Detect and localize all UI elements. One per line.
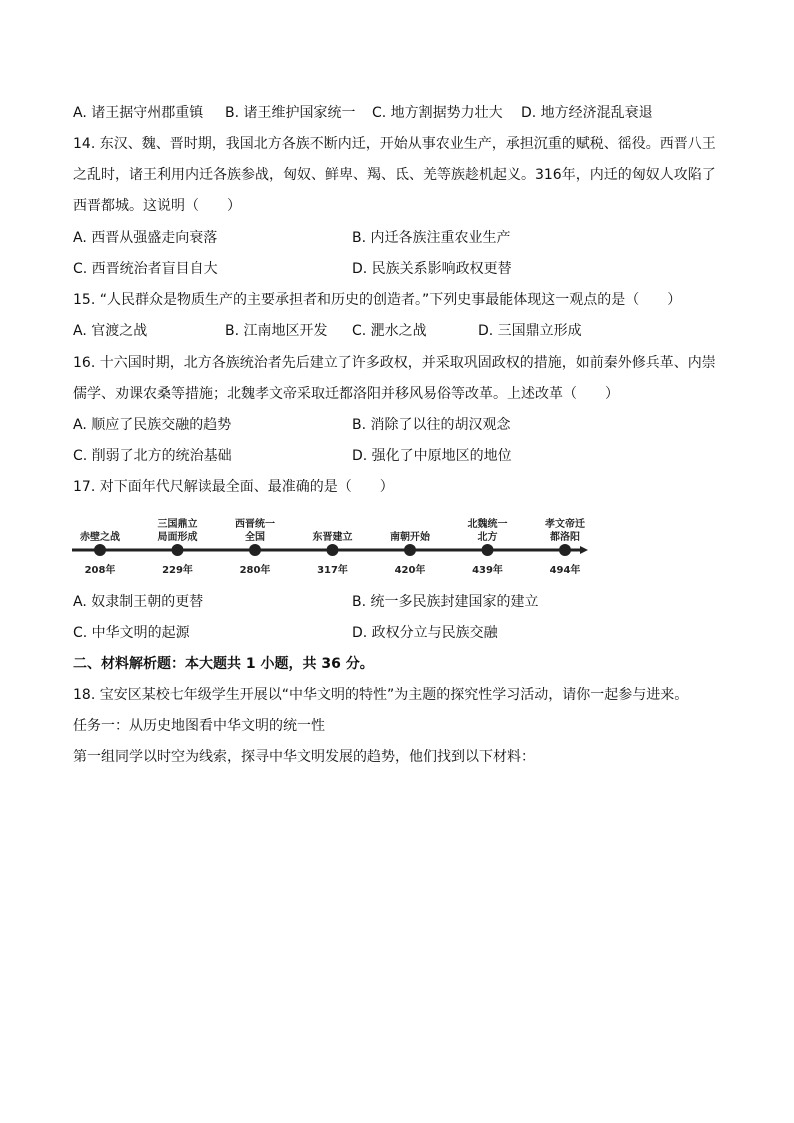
timeline-arrow: [580, 546, 588, 554]
q17-timeline: [60, 505, 600, 577]
q17-option-b: B. 统一多民族封建国家的建立: [352, 594, 539, 610]
timeline-event-dot: [404, 544, 416, 556]
q17-text: 17. 对下面年代尺解读最全面、最准确的是（ ）: [73, 479, 394, 495]
q18-task-1: 任务一：从历史地图看中华文明的统一性: [73, 718, 325, 734]
q15-option-a: A. 官渡之战: [73, 323, 148, 339]
q15-text: 15. “人民群众是物质生产的主要承担者和历史的创造者。”下列史事最能体现这一观点的是（ ）: [73, 292, 682, 308]
q16-option-b: B. 消除了以往的胡汉观念: [352, 417, 511, 433]
q16-text-line-2: 儒学、劝课农桑等措施；北魏孝文帝采取迁都洛阳并移风易俗等改革。上述改革（ ）: [73, 386, 619, 402]
q14-text-line-3: 西晋都城。这说明（ ）: [73, 198, 241, 214]
timeline-event-year: 317年: [317, 565, 348, 576]
timeline-event-label: 南朝开始: [390, 532, 430, 543]
q16-option-c: C. 削弱了北方的统治基础: [73, 448, 232, 464]
timeline-event-label: 北魏统一: [467, 519, 508, 530]
timeline-event-label: 北方: [477, 532, 498, 543]
q14-text-line-1: 14. 东汉、魏、晋时期，我国北方各族不断内迁，开始从事农业生产，承担沉重的赋税、徭役。西晋八王: [73, 136, 716, 152]
timeline-event-year: 494年: [549, 565, 581, 576]
q13-option-b: B. 诸王维护国家统一: [225, 105, 356, 121]
timeline-event-year: 229年: [162, 565, 193, 576]
timeline-event: [80, 530, 120, 576]
timeline-event-dot: [172, 544, 184, 556]
timeline-event-year: 208年: [84, 565, 116, 576]
timeline-event-dot: [559, 544, 571, 556]
q17-option-a: A. 奴隶制王朝的更替: [73, 594, 204, 610]
q16-text-line-1: 16. 十六国时期，北方各族统治者先后建立了许多政权，并采取巩固政权的措施，如前秦外修兵革、内崇: [73, 355, 716, 371]
timeline-event-year: 280年: [239, 565, 271, 576]
timeline-event-year: 420年: [394, 565, 426, 576]
q14-text-line-2: 之乱时，诸王利用内迁各族参战，匈奴、鲜卑、羯、氐、羌等族趁机起义。316年，内迁的匈奴人攻陷了: [73, 167, 716, 183]
q14-option-d: D. 民族关系影响政权更替: [352, 261, 512, 277]
timeline-event: [158, 517, 198, 576]
timeline-event-label: 赤壁之战: [80, 532, 120, 543]
q18-text: 18. 宝安区某校七年级学生开展以“中华文明的特性”为主题的探究性学习活动，请你一起参与进来。: [73, 687, 689, 703]
q14-option-b: B. 内迁各族注重农业生产: [352, 230, 511, 246]
timeline-event-year: 439年: [472, 565, 503, 576]
timeline-event: [544, 517, 585, 576]
timeline-event-label: 西晋统一: [235, 519, 275, 530]
timeline-event-label: 孝文帝迁: [545, 519, 585, 530]
timeline-event: [468, 517, 508, 576]
q16-option-a: A. 顺应了民族交融的趋势: [73, 417, 232, 433]
q15-option-b: B. 江南地区开发: [225, 323, 328, 339]
q18-group-1: 第一组同学以时空为线索，探寻中华文明发展的趋势，他们找到以下材料：: [73, 749, 535, 765]
timeline-event: [390, 530, 431, 576]
timeline-event-label: 三国鼎立: [157, 519, 198, 530]
timeline-event-dot: [327, 544, 339, 556]
q13-option-d: D. 地方经济混乱衰退: [521, 105, 653, 121]
q15-option-c: C. 淝水之战: [352, 323, 427, 339]
q15-option-d: D. 三国鼎立形成: [478, 323, 582, 339]
q14-option-c: C. 西晋统治者盲目自大: [73, 261, 218, 277]
timeline-event: [235, 517, 275, 576]
q16-option-d: D. 强化了中原地区的地位: [352, 448, 512, 464]
q14-option-a: A. 西晋从强盛走向衰落: [73, 230, 218, 246]
timeline-event-dot: [482, 544, 494, 556]
timeline-event-dot: [94, 544, 106, 556]
q17-option-d: D. 政权分立与民族交融: [352, 625, 498, 641]
q13-option-a: A. 诸王据守州郡重镇: [73, 105, 204, 121]
timeline-event-label: 东晋建立: [312, 532, 353, 543]
timeline-event-label: 局面形成: [157, 532, 198, 543]
q17-option-c: C. 中华文明的起源: [73, 625, 190, 641]
timeline-event: [313, 530, 353, 576]
section-2-title: 二、材料解析题：本大题共 1 小题，共 36 分。: [73, 656, 374, 672]
timeline-event-dot: [249, 544, 261, 556]
timeline-event-label: 全国: [245, 532, 265, 543]
timeline-event-label: 都洛阳: [550, 532, 580, 543]
q13-option-c: C. 地方割据势力壮大: [372, 105, 503, 121]
